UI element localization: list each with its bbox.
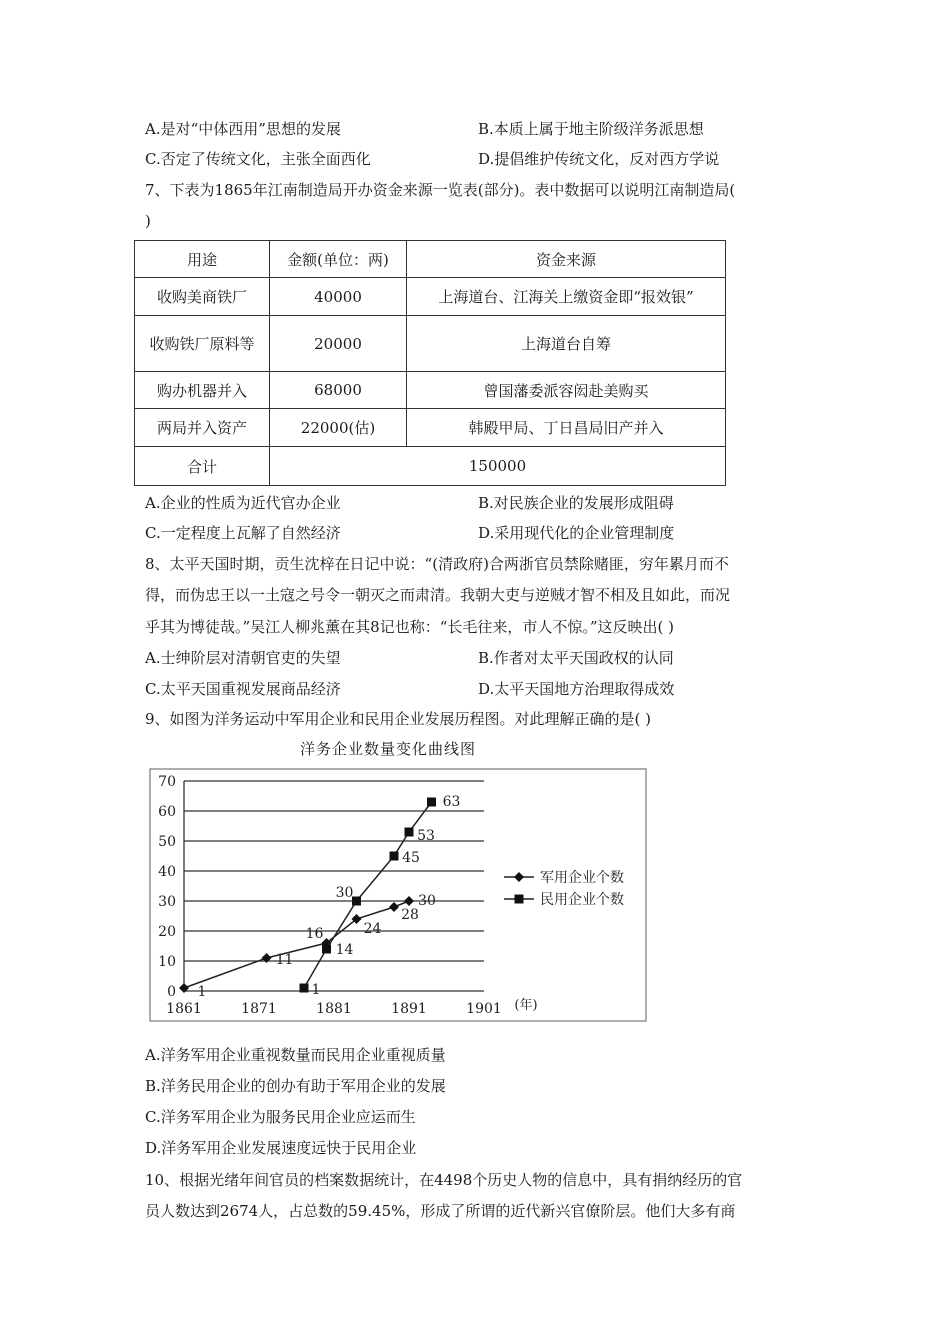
chart-title: 洋务企业数量变化曲线图: [300, 740, 477, 758]
q7-option-a: A.企业的性质为近代官办企业: [145, 494, 341, 512]
y-tick-label: 0: [167, 984, 176, 1000]
q9-option-a: A.洋务军用企业重视数量而民用企业重视质量: [145, 1046, 446, 1064]
data-label: 28: [401, 907, 419, 923]
q7-stem-line2: ): [145, 212, 151, 230]
data-point-civilian: [390, 852, 399, 861]
q9-stem: 9、如图为洋务运动中军用企业和民用企业发展历程图。对此理解正确的是( ): [145, 710, 652, 728]
data-point-civilian: [300, 984, 309, 993]
cell-amount: 40000: [270, 278, 407, 316]
data-label: 30: [418, 893, 436, 909]
cell-source: 韩殿甲局、丁日昌局旧产并入: [407, 409, 726, 447]
q8-stem-line1: 8、太平天国时期，贡生沈梓在日记中说：“(清政府)合两浙官员禁除赌匪，穷年累月而不: [145, 555, 729, 573]
q8-option-b: B.作者对太平天国政权的认同: [478, 649, 674, 667]
table-row: [135, 372, 726, 409]
data-point-military: [389, 902, 399, 912]
q10-stem-line2: 员人数达到2674人，占总数的59.45%，形成了所谓的近代新兴官僚阶层。他们大多有商: [145, 1202, 736, 1220]
x-tick-label: 1861: [166, 1001, 202, 1017]
q8-option-a: A.士绅阶层对清朝官吏的失望: [145, 649, 341, 667]
y-tick-label: 10: [158, 954, 176, 970]
q7-option-d: D.采用现代化的企业管理制度: [478, 524, 675, 542]
q7-option-b: B.对民族企业的发展形成阻碍: [478, 494, 674, 512]
table-row: [135, 409, 726, 447]
y-tick-label: 60: [158, 804, 176, 820]
cell-usage: 两局并入资产: [135, 409, 270, 447]
y-tick-label: 70: [158, 774, 176, 790]
x-axis-label: (年): [514, 998, 538, 1013]
x-tick-label: 1891: [391, 1001, 427, 1017]
cell-amount: 20000: [270, 316, 407, 372]
header-amount: 金额(单位：两): [270, 241, 407, 278]
cell-source: 曾国藩委派容闳赴美购买: [407, 372, 726, 409]
q8-stem-line2: 得，而伪忠王以一土寇之号令一朝灭之而肃清。我朝大吏与逆贼才智不相及且如此，而况: [145, 586, 731, 604]
table-total-row: [135, 447, 726, 486]
q8-stem-line3: 乎其为博徒哉。”吴江人柳兆薰在其8记也称：“长毛往来，市人不惊。”这反映出( ): [145, 618, 675, 636]
total-label: 合计: [135, 447, 270, 486]
y-tick-label: 50: [158, 834, 176, 850]
y-tick-label: 40: [158, 864, 176, 880]
data-label: 63: [442, 794, 461, 810]
data-point-civilian: [322, 945, 331, 954]
q6-option-b: B.本质上属于地主阶级洋务派思想: [478, 120, 704, 138]
q6-option-a: A.是对“中体西用”思想的发展: [145, 120, 341, 138]
data-label: 16: [305, 926, 324, 942]
cell-usage: 收购铁厂原料等: [135, 316, 270, 372]
data-label: 24: [363, 921, 382, 937]
legend-marker-military: [514, 872, 524, 882]
legend-label: 军用企业个数: [540, 870, 624, 886]
table-header-row: [135, 241, 726, 278]
q6-option-d: D.提倡维护传统文化，反对西方学说: [478, 150, 720, 168]
table-row: [135, 316, 726, 372]
y-tick-label: 30: [158, 894, 176, 910]
table-row: [135, 278, 726, 316]
data-label: 30: [335, 885, 354, 901]
y-tick-label: 20: [158, 924, 176, 940]
data-point-civilian: [405, 828, 414, 837]
data-label: 1: [197, 984, 207, 1000]
q7-option-c: C.一定程度上瓦解了自然经济: [145, 524, 341, 542]
cell-amount: 68000: [270, 372, 407, 409]
legend-label: 民用企业个数: [540, 892, 624, 908]
cell-amount: 22000(估): [270, 409, 407, 447]
q8-option-d: D.太平天国地方治理取得成效: [478, 680, 675, 698]
cell-usage: 收购美商铁厂: [135, 278, 270, 316]
funding-source-table: [134, 240, 726, 486]
q9-option-c: C.洋务军用企业为服务民用企业应运而生: [145, 1108, 416, 1126]
q10-stem-line1: 10、根据光绪年间官员的档案数据统计，在4498个历史人物的信息中，具有捐纳经历的官: [145, 1171, 743, 1189]
series-line-military: [184, 901, 409, 988]
total-value: 150000: [270, 447, 726, 486]
q8-option-c: C.太平天国重视发展商品经济: [145, 680, 341, 698]
data-label: 14: [335, 942, 354, 958]
enterprise-count-chart: [148, 766, 650, 1024]
data-label: 11: [275, 952, 294, 968]
x-tick-label: 1881: [316, 1001, 352, 1017]
cell-source: 上海道台、江海关上缴资金即“报效银”: [407, 278, 726, 316]
data-label: 53: [417, 828, 435, 844]
data-label: 45: [402, 850, 420, 866]
data-point-military: [404, 896, 414, 906]
x-tick-label: 1871: [241, 1001, 277, 1017]
header-usage: 用途: [135, 241, 270, 278]
q7-stem-line1: 7、下表为1865年江南制造局开办资金来源一览表(部分)。表中数据可以说明江南制造局(: [145, 181, 736, 199]
data-point-civilian: [427, 798, 436, 807]
q6-option-c: C.否定了传统文化，主张全面西化: [145, 150, 371, 168]
x-tick-label: 1901: [466, 1001, 502, 1017]
data-label: 1: [311, 982, 321, 998]
header-source: 资金来源: [407, 241, 726, 278]
q9-option-d: D.洋务军用企业发展速度远快于民用企业: [145, 1139, 417, 1157]
q9-option-b: B.洋务民用企业的创办有助于军用企业的发展: [145, 1077, 446, 1095]
cell-usage: 购办机器并入: [135, 372, 270, 409]
cell-source: 上海道台自筹: [407, 316, 726, 372]
legend-marker-civilian: [515, 895, 524, 904]
